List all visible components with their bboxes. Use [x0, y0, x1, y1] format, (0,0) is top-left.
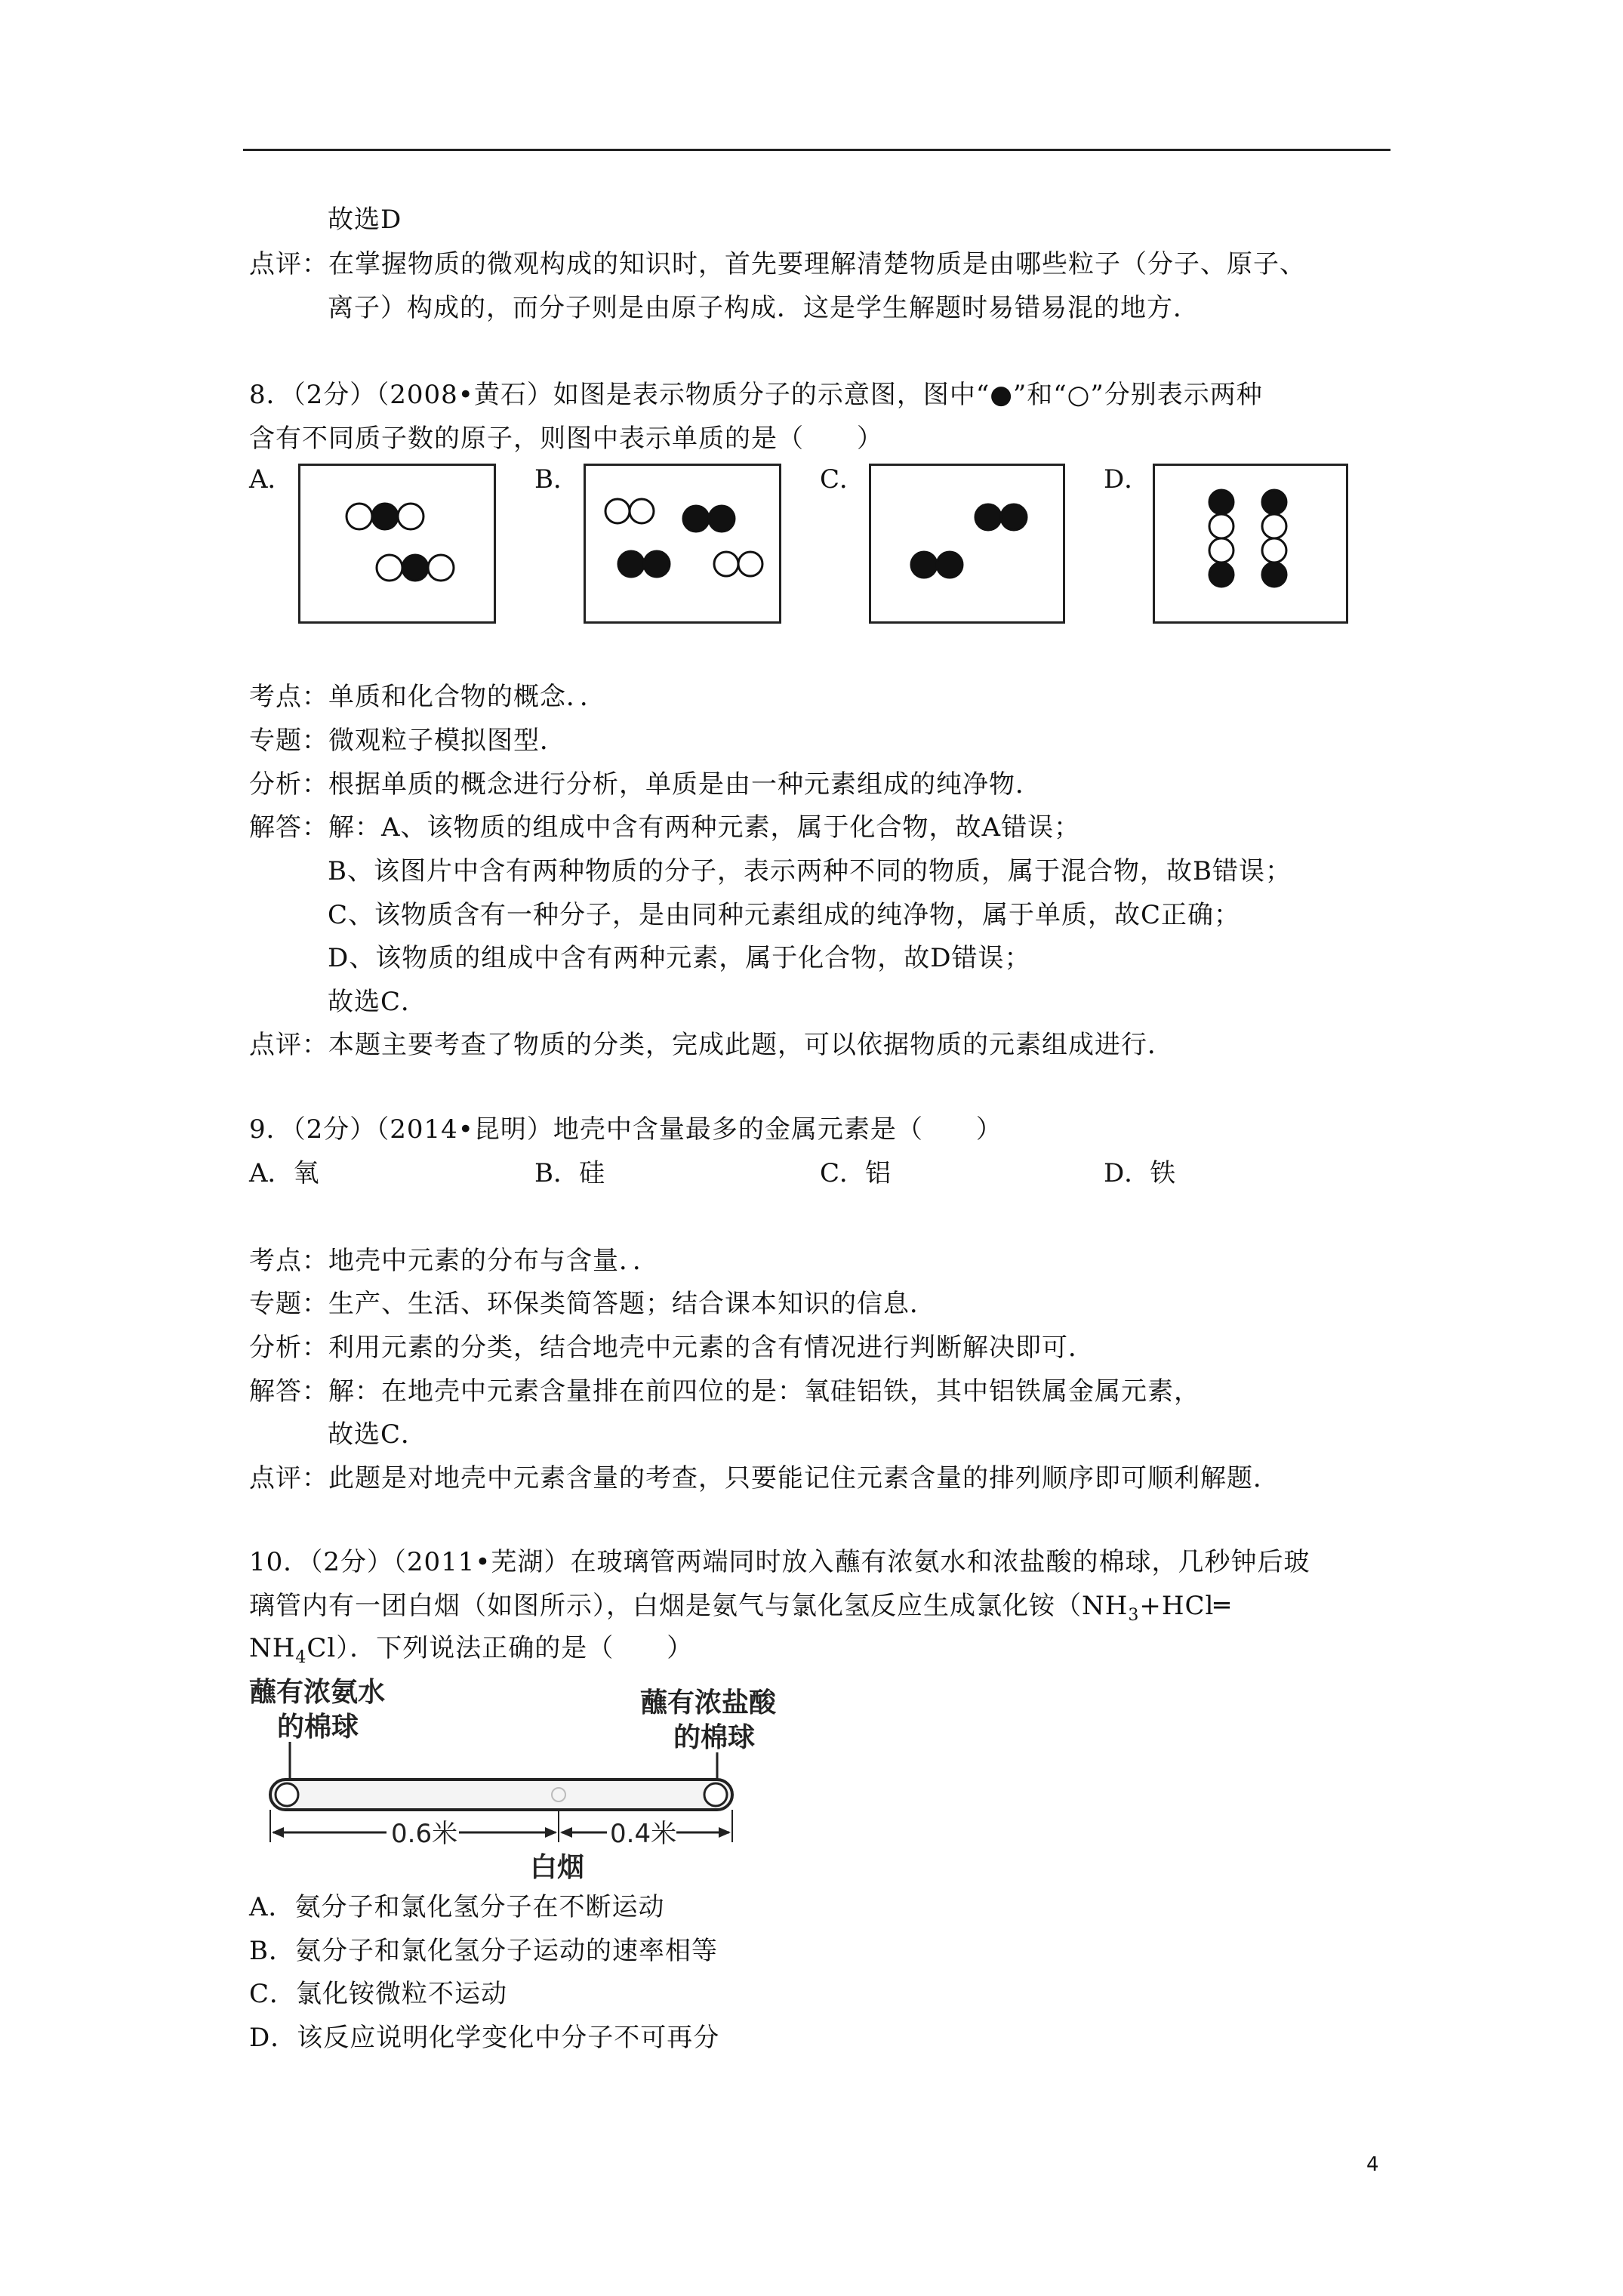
q8-jieda-4: D、该物质的组成中含有两种元素，属于化合物，故D错误； [328, 943, 1031, 973]
q9-option-a: A．氧 [249, 1158, 319, 1188]
right-label-2: 的棉球 [673, 1722, 756, 1753]
comment-line: 点评：在掌握物质的微观构成的知识时，首先要理解清楚物质是由哪些粒子（分子、原子、 [249, 249, 1306, 279]
mid-right-arrowhead [560, 1827, 572, 1838]
q8-stem-line-2: 含有不同质子数的原子，则图中表示单质的是（ ） [249, 424, 883, 454]
q9-option-c: C．铝 [820, 1158, 892, 1188]
smoke-label: 白烟 [530, 1852, 585, 1883]
q8-fenxi: 分析：根据单质的概念进行分析，单质是由一种元素组成的纯净物． [249, 769, 1042, 800]
left-distance: 0.6米 [391, 1819, 458, 1849]
q10-sub-3: 3 [1128, 1605, 1140, 1625]
q8-jieda-2: B、该图片中含有两种物质的分子，表示两种不同的物质，属于混合物，故B错误； [328, 856, 1292, 886]
right-distance: 0.4米 [610, 1819, 677, 1849]
q8-stem-line-1: 8．（2分）（2008•黄石）如图是表示物质分子的示意图，图中“●”和“○”分别表示两种 [249, 380, 1263, 410]
q10-stem-line-1: 10．（2分）（2011•芜湖）在玻璃管两端同时放入蘸有浓氨水和浓盐酸的棉球，几秒钟后玻 [249, 1547, 1310, 1577]
glass-tube [270, 1780, 732, 1810]
q10-stem-line-3 [249, 1631, 693, 1675]
q8-option-a-figure [298, 464, 496, 624]
q9-jieda-1: 解答：解：在地壳中元素含量排在前四位的是：氧硅铝铁，其中铝铁属金属元素， [249, 1376, 1200, 1407]
left-cotton-ball [276, 1783, 298, 1806]
mid-left-arrowhead [545, 1827, 557, 1838]
answer-line: 故选D [328, 205, 402, 235]
q10-option-b: B．氨分子和氯化氢分子运动的速率相等 [249, 1936, 718, 1966]
q10-stem-3b: Cl）．下列说法正确的是（ ） [306, 1633, 694, 1663]
q9-fenxi: 分析：利用元素的分类，结合地壳中元素的含有情况进行判断解决即可． [249, 1333, 1095, 1363]
q8-zhuanti: 专题：微观粒子模拟图型． [249, 726, 566, 756]
q8-option-c-label: C． [820, 464, 866, 495]
q10-sub-4: 4 [295, 1647, 307, 1667]
q10-option-d: D．该反应说明化学变化中分子不可再分 [249, 2023, 720, 2053]
right-label-1: 蘸有浓盐酸 [640, 1687, 777, 1718]
q8-option-b-label: B． [534, 464, 579, 495]
header-rule [243, 149, 1390, 151]
right-cotton-ball [704, 1783, 727, 1806]
q8-jieda-1: 解答：解：A、该物质的组成中含有两种元素，属于化合物，故A错误； [249, 812, 1081, 843]
q9-option-d: D．铁 [1104, 1158, 1176, 1188]
left-label-2: 的棉球 [277, 1712, 359, 1743]
right-arrowhead [719, 1827, 731, 1838]
q9-dianping: 点评：此题是对地壳中元素含量的考查，只要能记住元素含量的排列顺序即可顺利解题． [249, 1463, 1280, 1493]
q9-option-b: B．硅 [534, 1158, 605, 1188]
q8-kaodian: 考点：单质和化合物的概念．． [249, 682, 606, 712]
q8-option-a-label: A． [249, 464, 294, 495]
page-number: 4 [1366, 2153, 1379, 2176]
q10-stem-2a: 璃管内有一团白烟（如图所示），白烟是氨气与氯化氢反应生成氯化铵（NH [249, 1591, 1129, 1621]
q8-option-d-label: D． [1104, 464, 1150, 495]
q8-jieda-3: C、该物质含有一种分子，是由同种元素组成的纯净物，属于单质，故C正确； [328, 900, 1241, 930]
q10-stem-3a: NH [249, 1633, 296, 1663]
q10-option-c: C．氯化铵微粒不运动 [249, 1979, 508, 2009]
q10-stem-line-2 [249, 1589, 1230, 1633]
q9-zhuanti: 专题：生产、生活、环保类简答题；结合课本知识的信息． [249, 1289, 936, 1319]
left-arrowhead [272, 1827, 284, 1838]
q8-option-d-figure [1153, 464, 1348, 624]
q10-option-a: A．氨分子和氯化氢分子在不断运动 [249, 1892, 665, 1922]
q10-stem-2b: +HCl═ [1139, 1591, 1230, 1621]
q8-dianping: 点评：本题主要考查了物质的分类，完成此题，可以依据物质的元素组成进行． [249, 1030, 1174, 1060]
q10-glass-tube-figure [243, 1672, 817, 1884]
q9-kaodian: 考点：地壳中元素的分布与含量．． [249, 1246, 659, 1276]
q9-stem: 9．（2分）（2014•昆明）地壳中含量最多的金属元素是（ ） [249, 1114, 1002, 1145]
q9-jieda-2: 故选C． [328, 1419, 428, 1450]
q8-option-b-figure [584, 464, 781, 624]
q8-jieda-5: 故选C． [328, 987, 428, 1017]
left-label-1: 蘸有浓氨水 [249, 1677, 386, 1708]
comment-line-cont: 离子）构成的，而分子则是由原子构成．这是学生解题时易错易混的地方． [328, 293, 1200, 323]
q8-option-c-figure [869, 464, 1065, 624]
